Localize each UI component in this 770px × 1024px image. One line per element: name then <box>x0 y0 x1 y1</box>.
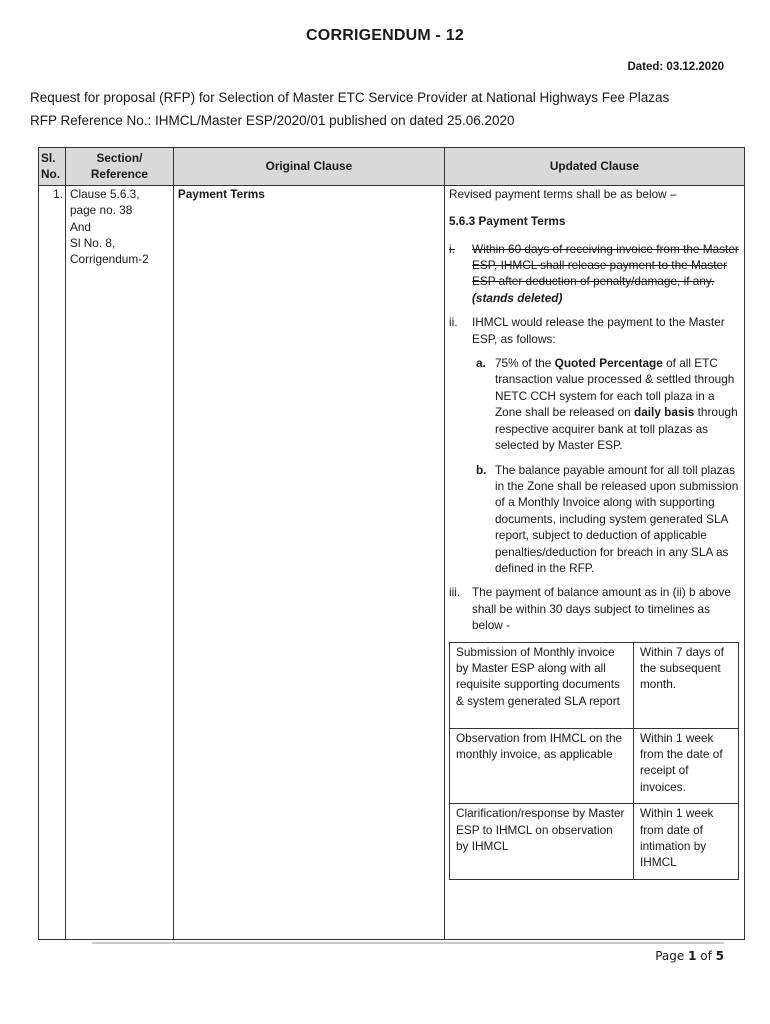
table-row <box>39 185 745 939</box>
timeline-activity: Clarification/response by Master ESP to IHMCL on observation by IHMCL <box>449 804 633 880</box>
stands-deleted-note: (stands deleted) <box>471 290 563 305</box>
corrigendum-table <box>38 147 745 940</box>
section-line: Corrigendum-2 <box>69 252 149 267</box>
timeline-activity: Observation from IHMCL on the monthly invoice, as applicable <box>449 728 633 804</box>
timeline-row <box>449 642 738 728</box>
header-section-reference: Section/ Reference <box>65 148 173 186</box>
list-item-text: IHMCL would release the payment to the Master ESP, as follows: <box>471 315 725 346</box>
updated-heading: 5.6.3 Payment Terms <box>448 214 566 229</box>
timeline-row <box>449 728 738 804</box>
timeline-table <box>449 642 739 880</box>
sub-list-marker: b. <box>475 462 487 477</box>
list-item-text: The payment of balance amount as in (ii) b above shall be within 30 days subject to timelines as below - <box>471 585 731 633</box>
list-marker: iii. <box>448 585 461 600</box>
row-updated-clause <box>444 185 744 939</box>
page-number: Page 1 of 5 <box>655 949 724 963</box>
row-sl-no: 1. <box>39 185 66 939</box>
rfp-reference: RFP Reference No.: IHMCL/Master ESP/2020/01 published on dated 25.06.2020 <box>30 113 515 128</box>
sub-list-marker: a. <box>475 356 486 371</box>
row-original-clause: Payment Terms <box>173 185 444 939</box>
list-marker: i. <box>448 241 455 256</box>
page-total: 5 <box>715 949 724 963</box>
list-marker: ii. <box>448 315 458 330</box>
sub-list-text: The balance payable amount for all toll plazas in the Zone shall be released upon submission of a Monthly Invoice along with supporting documents, including system generated SLA report, subject to deduction of applicable penalties/deduction for breach in any SLA as defined in the RFP. <box>494 462 739 575</box>
sub-list-item: a. 75% of the Quoted Percentage of all ETC transaction value processed & settled through NETC CCH system for each toll plaza in a Zone shall be released on daily basis through respective acquirer bank at toll plazas as selected by Master ESP. <box>475 356 738 453</box>
page-current: 1 <box>688 949 697 963</box>
timeline-time: Within 7 days of the subsequent month. <box>633 642 738 728</box>
footer-divider <box>92 942 724 944</box>
daily-basis-emphasis: daily basis <box>634 405 695 420</box>
quoted-percentage-emphasis: Quoted Percentage <box>554 356 663 371</box>
section-line: Sl No. 8, <box>69 236 116 251</box>
document-title: CORRIGENDUM - 12 <box>306 27 464 44</box>
list-item <box>449 241 740 307</box>
section-line: page no. 38 <box>69 203 133 218</box>
timeline-time: Within 1 week from date of intimation by IHMCL <box>633 804 738 880</box>
deleted-clause-text: Within 60 days of receiving invoice from the Master ESP, IHMCL shall release payment to the Master ESP after deduction of penalty/damage, if any. <box>471 241 739 289</box>
sub-list-item <box>476 462 740 577</box>
updated-intro: Revised payment terms shall be as below – <box>448 186 677 201</box>
rfp-title: Request for proposal (RFP) for Selection of Master ETC Service Provider at National Highways Fee Plazas <box>30 90 670 105</box>
timeline-time: Within 1 week from the date of receipt of invoices. <box>633 728 738 804</box>
timeline-row <box>449 804 738 880</box>
table-header-row <box>39 148 745 186</box>
timeline-activity: Submission of Monthly invoice by Master ESP along with all requisite supporting documents & system generated SLA report <box>449 642 633 728</box>
section-line: And <box>69 219 91 234</box>
row-section-reference <box>65 185 173 939</box>
list-item <box>449 584 740 633</box>
dated-label: Dated: 03.12.2020 <box>627 61 724 73</box>
section-line: Clause 5.6.3, <box>69 186 140 201</box>
header-sl-no: Sl. No. <box>39 148 66 186</box>
header-updated-clause: Updated Clause <box>444 148 744 186</box>
list-item <box>449 314 740 347</box>
header-original-clause: Original Clause <box>173 148 444 186</box>
